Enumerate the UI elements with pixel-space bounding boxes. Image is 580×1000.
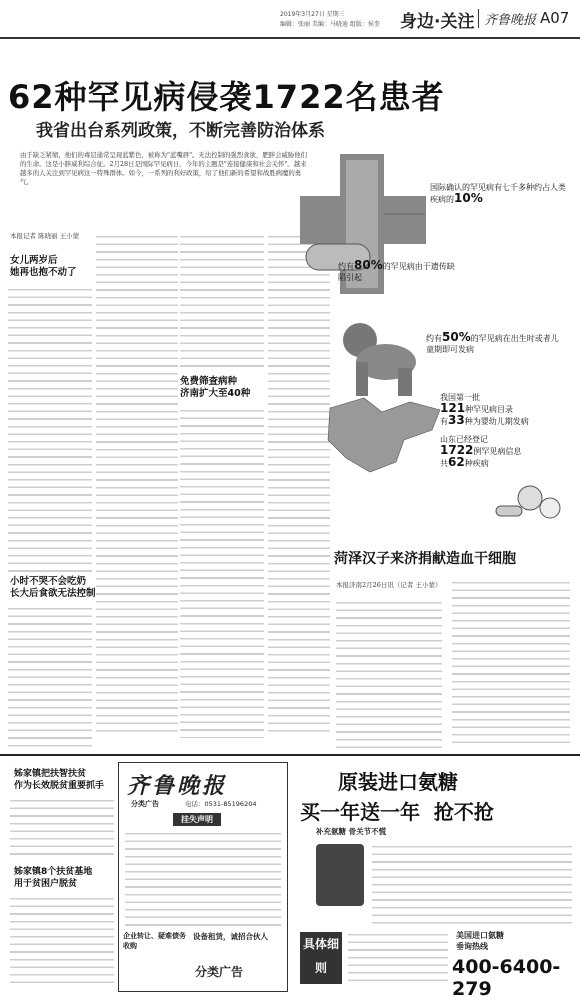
baby-icon (343, 323, 416, 396)
fact-5-line3: 种疾病 (464, 459, 489, 468)
fact-1-value: 10% (454, 191, 483, 205)
section-title: 身边·关注 (400, 12, 475, 32)
fact-5 (440, 434, 570, 469)
right-ad-title: 原装进口氨糖 (338, 770, 458, 794)
story2-byline: 本报济南2月26日讯（记者 王小蒙） (336, 581, 442, 589)
fact-4-line1: 我国第一批 (440, 393, 480, 402)
issue-date: 2019年3月27日 星期三 (280, 11, 345, 18)
fact-4-value1: 121 (440, 401, 466, 415)
page-header (0, 0, 580, 40)
subheading-3: 免费筛查病种 济南扩大至40种 (180, 376, 251, 399)
classified-bottom-1: 企业转让、疑难债务收购 (123, 931, 186, 950)
hotline-label: 美国进口氨糖 垂询热线 (456, 930, 504, 951)
body-column-1b (8, 604, 92, 749)
right-ad-fine (348, 930, 448, 984)
notice-body (125, 829, 281, 929)
fact-5-value1: 1722 (440, 443, 474, 457)
shandong-map-icon (328, 398, 440, 472)
left-ad-body-1 (10, 796, 114, 856)
fact-1-text: 国际确认的罕见病有七千多种约占人类疾病的 (430, 183, 566, 204)
fact-4-line2: 种罕见病目录 (465, 405, 514, 414)
editors: 编辑：张丽 美编：马晓迪 组版：侯奎 (280, 21, 380, 28)
fact-5-value2: 62 (448, 455, 465, 469)
body-column-3b (180, 406, 264, 738)
notice-title: 挂失声明 (173, 813, 221, 826)
right-ad-detail: 具体细则 (300, 932, 342, 984)
classified-bottom-3: 分类广告 (195, 965, 244, 979)
body-column-3a (180, 232, 264, 372)
byline: 本报记者 陈晓丽 王小蒙 (10, 232, 80, 240)
newspaper-logo: 齐鲁晚报 (478, 9, 536, 28)
classified-bottom-2: 设备租赁，诚招合伙人 (193, 932, 268, 941)
left-ad-title-2: 姊家镇8个扶贫基地 用于贫困户脱贫 (14, 867, 93, 889)
fact-2 (338, 260, 458, 283)
fact-5-pre3: 共 (440, 459, 448, 468)
fact-3-post: 的罕见病在出生时或者儿童期即可发病 (426, 334, 559, 354)
classified-phone: 电话：0531-85196204 (185, 800, 257, 808)
fact-2-pre: 约有 (338, 262, 354, 271)
right-ad-slogan: 买一年送一年 抢不抢 (300, 800, 494, 824)
body-column-1a (8, 285, 92, 575)
subheadline: 我省出台系列政策，不断完善防治体系 (36, 121, 325, 141)
fact-3-pre: 约有 (426, 334, 442, 343)
header-rule (0, 37, 580, 39)
left-ad-title-1: 姊家镇把扶智扶贫 作为长效脱贫重要抓手 (14, 769, 105, 791)
pills-icon (496, 486, 560, 518)
classified-label: 分类广告 (131, 799, 159, 808)
body-column-2a (96, 232, 178, 737)
story2-title: 菏泽汉子来济捐献造血干细胞 (334, 551, 516, 567)
left-ad-body-2 (10, 894, 114, 989)
page-number: A07 (540, 9, 570, 27)
lead-paragraph: 由于缺乏紧缩，他们的毒层通常呈现蓝紫色，被称为"蓝嘴唇"。无法控制的强烈食欲，肥胖会威胁他们的生命。这是小胖威利综合征。2月28日是国际罕见病日，今年的主题是"连接健康和社会关怀"。越来越多的人关注到罕见病这一特殊群体。如今，一系列的利好政策，给了他们新的希望和战胜病魔的勇气。 (20, 151, 308, 186)
right-ad (292, 762, 576, 1000)
fact-4-value2: 33 (448, 413, 465, 427)
ads-divider (0, 754, 580, 756)
subheading-2: 小时不哭不会吃奶 长大后食欲无法控制 (10, 576, 96, 599)
fact-5-line2: 例罕见病信息 (473, 447, 522, 456)
classified-logo: 齐鲁晚报 (127, 773, 228, 799)
fact-3-value: 50% (442, 330, 471, 344)
fact-4 (440, 392, 570, 427)
story2-body-1 (336, 598, 442, 748)
fact-2-post: 的罕见病由于遗传缺陷引起 (338, 262, 455, 282)
hotline-number: 400-6400-279 (452, 956, 561, 1000)
fact-4-pre3: 有 (440, 417, 448, 426)
fact-5-line1: 山东已经登记 (440, 435, 488, 444)
right-ad-sub: 补充氨糖 骨关节不慌 (316, 827, 387, 836)
headline: 62种罕见病侵袭1722名患者 (8, 78, 445, 116)
fact-1 (430, 182, 570, 205)
fact-3 (426, 332, 566, 355)
classified-ad (118, 762, 288, 992)
product-bottle-icon (316, 844, 364, 906)
fact-2-value: 80% (354, 258, 383, 272)
story2-body-2 (452, 578, 570, 748)
fact-4-line3: 种为婴幼儿期发病 (464, 417, 529, 426)
right-ad-body (372, 842, 572, 926)
subheading-1: 女儿两岁后 她再也抱不动了 (10, 255, 77, 278)
